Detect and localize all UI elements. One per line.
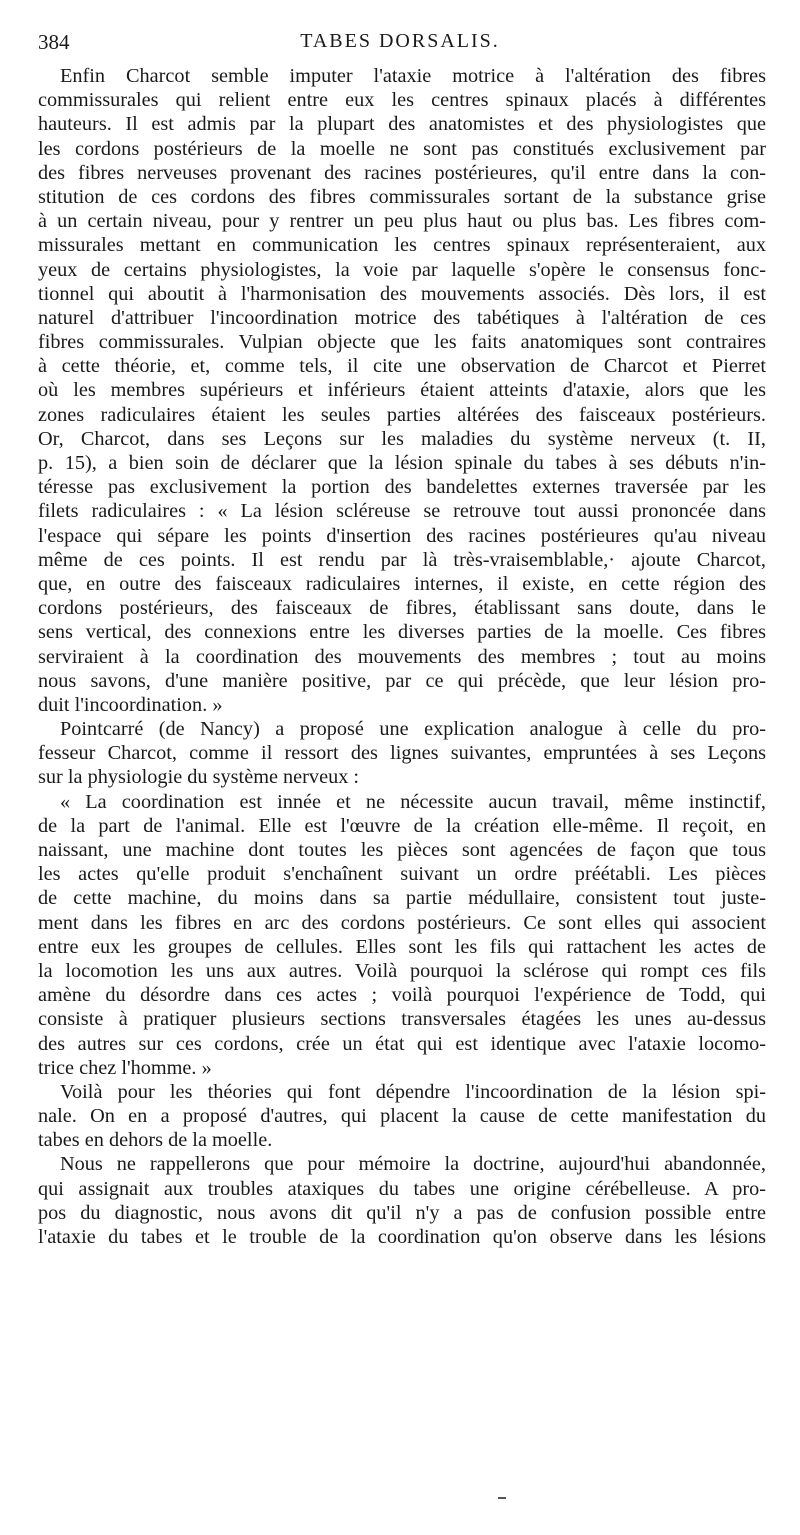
text-line: Enfin Charcot semble imputer l'ataxie motrice à l'altération des fibres xyxy=(60,65,766,87)
text-line: sur la physiologie du système nerveux : xyxy=(38,766,360,789)
body-text xyxy=(38,64,766,1249)
running-head xyxy=(38,30,762,58)
text-line: des autres sur ces cordons, crée un état qui est identique avec l'ataxie locomo- xyxy=(38,1032,766,1055)
text-line: entre eux les groupes de cellules. Elles sont les fils qui rattachent les actes de xyxy=(38,935,766,958)
text-line: naturel d'attribuer l'incoordination motrice des tabétiques à l'altération de ces xyxy=(38,306,766,329)
text-line: l'ataxie du tabes et le trouble de la coordination qu'on observe dans les lésions xyxy=(38,1226,766,1248)
text-line: naissant, une machine dont toutes les pièces sont agencées de façon que tous xyxy=(38,839,766,861)
text-line: les actes qu'elle produit s'enchaînent suivant un ordre préétabli. Les pièces xyxy=(38,863,766,886)
text-line: nale. On en a proposé d'autres, qui placent la cause de cette manifestation du xyxy=(38,1105,766,1128)
text-line: yeux de certains physiologistes, la voie par laquelle s'opère le consensus fonc- xyxy=(38,258,766,281)
text-line: pos du diagnostic, nous avons dit qu'il n'y a pas de confusion possible entre xyxy=(38,1201,766,1224)
text-line: où les membres supérieurs et inférieurs étaient atteints d'ataxie, alors que les xyxy=(38,379,766,402)
text-line: qui assignait aux troubles ataxiques du tabes une origine cérébelleuse. A pro- xyxy=(38,1177,766,1200)
text-line: « La coordination est innée et ne nécessite aucun travail, même instinctif, xyxy=(60,790,766,813)
text-line: tabes en dehors de la moelle. xyxy=(38,1129,273,1152)
text-line: des fibres nerveuses provenant des racines postérieures, qu'il entre dans la con- xyxy=(38,161,766,184)
text-line: cordons postérieurs, des faisceaux de fibres, établissant sans doute, dans le xyxy=(38,597,766,620)
footer-mark xyxy=(498,1497,506,1499)
text-line: amène du désordre dans ces actes ; voilà pourquoi l'expérience de Todd, qui xyxy=(38,984,766,1007)
text-line: consiste à pratiquer plusieurs sections transversales étagées les unes au-dessus xyxy=(38,1008,766,1031)
text-line: la locomotion les uns aux autres. Voilà pourquoi la sclérose qui rompt ces fils xyxy=(38,959,766,982)
text-line: même de ces points. Il est rendu par là très-vraisemblable,· ajoute Charcot, xyxy=(38,548,766,571)
text-line: Pointcarré (de Nancy) a proposé une explication analogue à celle du pro- xyxy=(60,718,766,741)
text-line: missurales mettant en communication les centres spinaux représenteraient, aux xyxy=(38,234,766,257)
text-line: de la part de l'animal. Elle est l'œuvre de la création elle-même. Il reçoit, en xyxy=(38,814,766,837)
text-line: à un certain niveau, pour y rentrer un peu plus haut ou plus bas. Les fibres com- xyxy=(38,210,766,233)
page-number: 384 xyxy=(38,30,70,54)
text-line: l'espace qui sépare les points d'insertion des racines postérieures qu'au niveau xyxy=(38,524,766,547)
text-line: tionnel qui aboutit à l'harmonisation des mouvements associés. Dès lors, il est xyxy=(38,282,766,305)
text-line: téresse pas exclusivement la portion des bandelettes externes traversée par les xyxy=(38,476,766,499)
text-line: zones radiculaires étaient les seules parties altérées des faisceaux postérieurs. xyxy=(38,403,766,426)
text-line: trice chez l'homme. » xyxy=(38,1056,212,1079)
text-line: stitution de ces cordons des fibres commissurales sortant de la substance grise xyxy=(38,185,766,208)
text-line: hauteurs. Il est admis par la plupart des anatomistes et des physiologistes que xyxy=(38,113,766,136)
text-line: fesseur Charcot, comme il ressort des lignes suivantes, empruntées à ses Leçons xyxy=(38,742,766,765)
text-line: fibres commissurales. Vulpian objecte que les faits anatomiques sont contraires xyxy=(38,331,766,354)
running-title: TABES DORSALIS. xyxy=(300,30,500,52)
text-line: commissurales qui relient entre eux les centres spinaux placés à différentes xyxy=(38,89,766,112)
text-line: p. 15), a bien soin de déclarer que la lésion spinale du tabes à ses débuts n'in- xyxy=(38,452,766,474)
text-line: à cette théorie, et, comme tels, il cite une observation de Charcot et Pierret xyxy=(38,355,766,378)
text-line: les cordons postérieurs de la moelle ne sont pas constitués exclusivement par xyxy=(38,137,766,160)
text-line: duit l'incoordination. » xyxy=(38,693,223,716)
text-line: Or, Charcot, dans ses Leçons sur les maladies du système nerveux (t. II, xyxy=(38,427,766,450)
text-line: de cette machine, du moins dans sa partie médullaire, consistent tout juste- xyxy=(38,887,766,910)
text-line: que, en outre des faisceaux radiculaires internes, il existe, en cette région des xyxy=(38,572,766,595)
text-line: serviraient à la coordination des mouvements des membres ; tout au moins xyxy=(38,645,766,668)
text-line: nous savons, d'une manière positive, par ce qui précède, que leur lésion pro- xyxy=(38,669,766,692)
text-line: Nous ne rappellerons que pour mémoire la doctrine, aujourd'hui abandonnée, xyxy=(60,1153,766,1176)
text-line: sens vertical, des connexions entre les diverses parties de la moelle. Ces fibres xyxy=(38,621,766,644)
text-line: Voilà pour les théories qui font dépendre l'incoordination de la lésion spi- xyxy=(60,1080,766,1103)
text-line: filets radiculaires : « La lésion scléreuse se retrouve tout aussi prononcée dans xyxy=(38,500,766,523)
text-line: ment dans les fibres en arc des cordons postérieurs. Ce sont elles qui associent xyxy=(38,911,766,934)
